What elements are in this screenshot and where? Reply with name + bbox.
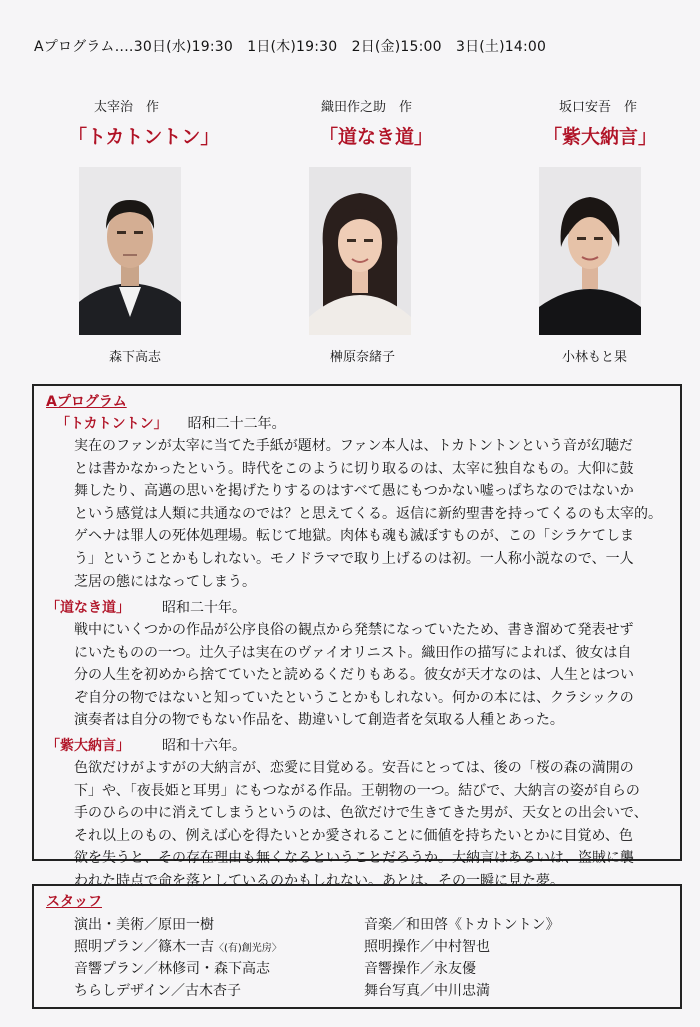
play-title-murasaki: 「紫大納言」 <box>543 126 658 148</box>
staff-text: 音響プラン／林修司・森下高志 <box>74 961 270 977</box>
play-title-michinaki: 「道なき道」 <box>319 126 434 148</box>
entry-murasaki-header <box>46 735 246 755</box>
entry-murasaki-era: 昭和十六年。 <box>162 738 246 754</box>
staff-text: 演出・美術／原田一樹 <box>74 917 214 933</box>
staff-note: 〈(有)創光房〉 <box>214 943 282 954</box>
actor-name-kobayashi: 小林もと果 <box>562 350 628 365</box>
body-line: 色欲だけがよすがの大納言が、恋愛に目覚める。安吾にとっては、後の「桜の森の満開の <box>74 760 634 776</box>
staff-text: 照明プラン／篠木一吉 <box>74 939 214 955</box>
entry-murasaki-body <box>74 757 672 893</box>
staff-left-item <box>74 958 270 978</box>
actor-name-sakakibara: 榊原奈緒子 <box>330 350 396 365</box>
body-line: う」ということかもしれない。モノドラマで取り上げるのは初。一人称小説なので、一人 <box>74 550 634 567</box>
entry-michinaki-era: 昭和二十年。 <box>162 600 246 616</box>
staff-heading: スタッフ <box>46 894 102 910</box>
author-oda: 織田作之助 作 <box>321 100 413 115</box>
body-line: 分の人生を初めから捨てていたと読めるくだりもある。彼女が天才なのは、人生とはつい <box>74 667 634 684</box>
staff-right-item: 音響操作／永友優 <box>364 961 476 977</box>
entry-murasaki-title: 「紫大納言」 <box>46 738 130 754</box>
actor-photo-sakakibara <box>309 167 411 335</box>
staff-left-item <box>74 914 214 934</box>
entry-michinaki-header <box>46 597 246 617</box>
entry-michinaki-title: 「道なき道」 <box>46 600 130 616</box>
body-line: とは書かなかったという。時代をこのように切り取るのは、太宰に独自なもの。大仰に鼓 <box>74 460 634 477</box>
entry-tokaton-body <box>74 435 672 593</box>
body-line: 下」や、「夜長姫と耳男」にもつながる作品。王朝物の一つ。結びで、大納言の姿が自らの <box>74 782 640 799</box>
body-line: ゲヘナは罪人の死体処理場。転じて地獄。肉体も魂も滅ぼすものが、この「シラケてしま <box>74 528 634 545</box>
body-line: 戦中にいくつかの作品が公序良俗の観点から発禁になっていたため、書き溜めて発表せず <box>74 622 634 638</box>
staff-right-item: 音楽／和田啓《トカトントン》 <box>364 917 560 933</box>
body-line: それ以上のもの、例えば心を得たいとか愛されることに価値を持ちたいとかに目覚め、色 <box>74 827 633 844</box>
entry-tokaton-header <box>56 413 286 433</box>
program-heading: Aプログラム <box>46 394 127 410</box>
staff-text: ちらしデザイン／古木杏子 <box>74 983 242 999</box>
body-line: われた時点で命を落としているのかもしれない。あとは、その一瞬に見た夢。 <box>74 872 564 889</box>
actor-name-morishita: 森下高志 <box>109 350 162 365</box>
actor-photo-kobayashi <box>539 167 641 335</box>
staff-right-item: 舞台写真／中川忠満 <box>364 983 490 999</box>
author-sakaguchi: 坂口安吾 作 <box>559 100 638 115</box>
schedule-line: Aプログラム‥‥30日(水)19:30 1日(木)19:30 2日(金)15:00 3日(土)14:00 <box>34 39 547 55</box>
staff-right-item: 照明操作／中村智也 <box>364 939 490 955</box>
author-dazai: 太宰治 作 <box>94 100 160 115</box>
entry-tokaton-era: 昭和二十二年。 <box>187 416 286 432</box>
staff-left-item <box>74 936 282 956</box>
staff-left-item <box>74 980 241 1000</box>
body-line: ぞ自分の物ではないと知っていたということかもしれない。何かの本には、クラシックの <box>74 689 634 706</box>
body-line: という感覚は人類に共通なのでは？と思えてくる。返信に新約聖書を持ってくるのも太宰的。 <box>74 505 662 522</box>
body-line: にいたものの一つ。辻久子は実在のヴァイオリニスト。織田作の描写によれば、彼女は自 <box>74 644 632 661</box>
body-line: 欲を失うと、その存在理由も無くなるということだろうか。大納言はあるいは、盗賊に襲 <box>74 850 634 867</box>
play-title-tokaton: 「トカトントン」 <box>68 126 220 148</box>
actor-photo-morishita <box>79 167 181 335</box>
body-line: 演奏者は自分の物でもない作品を、勘違いして創造者を気取る人種とあった。 <box>74 712 564 729</box>
body-line: 実在のファンが太宰に当てた手紙が題材。ファン本人は、トカトントンという音が幻聴だ <box>74 438 634 454</box>
entry-michinaki-body <box>74 619 672 732</box>
staff-box <box>32 884 682 1009</box>
body-line: 手のひらの中に消えてしまうというのは、色欲だけで生きてきた男が、天女との出会いで、 <box>74 805 648 822</box>
body-line: 芝居の態にはなってしまう。 <box>74 573 256 590</box>
body-line: 舞したり、高邁の思いを掲げたりするのはすべて愚にもつかない嘘っぱちなのではないか <box>74 483 634 500</box>
entry-tokaton-title: 「トカトントン」 <box>56 416 168 432</box>
program-description-box <box>32 384 682 889</box>
